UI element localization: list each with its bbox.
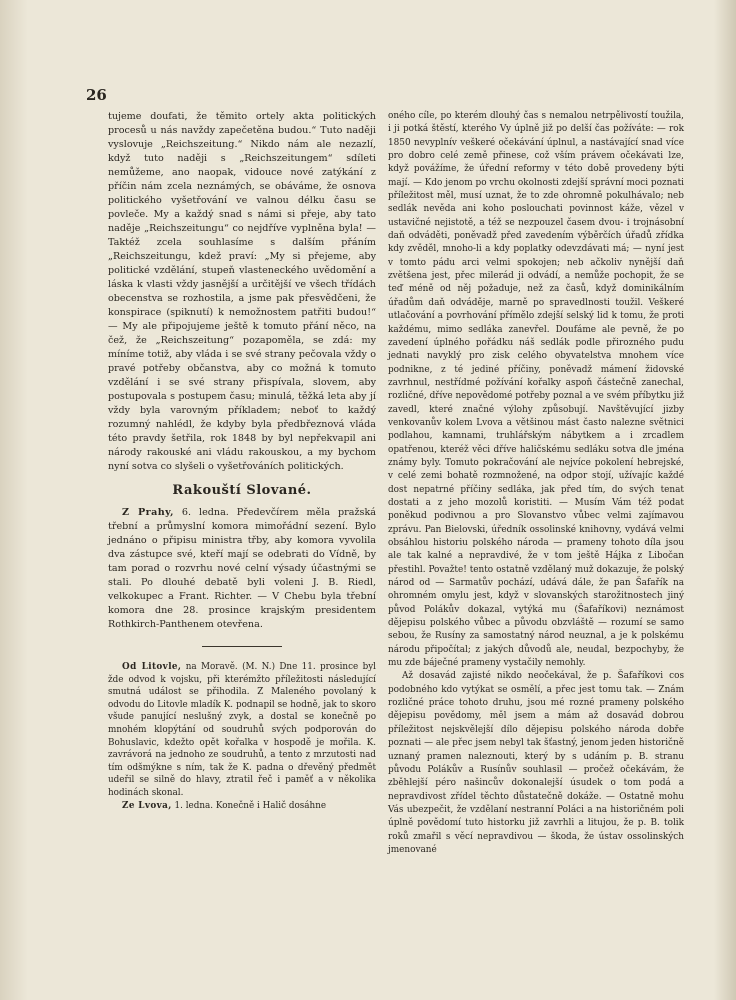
news-item-praha bbox=[108, 506, 376, 632]
page-fold-line bbox=[715, 0, 716, 1000]
left-column bbox=[108, 110, 376, 812]
news-text: na Moravě. (M. N.) Dne 11. prosince byl žde odvod k vojsku, při kterémžto příležitosti následující smutná událost se přihodila. Z Maleného povolaný k odvodu do Litovle mladík K. podnapil se hodně, jak to skoro všude panující neslušný zvyk, a dostal se konečně po mnohém klopýtání od soudruhů svých podporován do Bohuslavic, kdežto opět kořalka v hospodě je mořila. K. zavrávorá na jednoho ze soudruhů, a tento z mrzutosti nad tím odšmýkne s ním, tak že K. padna o dřevěný předmět udeřil se silně do hlavy, ztratil řeč i paměť a v několika hodinách skonal. bbox=[108, 662, 376, 798]
lvov-report-continued: oného cíle, po kterém dlouhý čas s nemalou netrpělivostí toužila, i ji potká štěstí, kterého Vy úplně již po delší čas požíváte: — rok 1850 nevyplnív veškeré očekávání úplnul, a nastávající snad více pro dobro celé země přinese, což vším právem očekávati lze, když povážíme, že úřední reformy v této době provedeny býti mají. — Kdo jenom po vrchu okolnosti zdejší správní moci poznati příležitost měl, musí uznat, že to zde ohromně pokulhávalo; neb sedlák nevěda ani koho poslouchati povinnost káže, vězel v ustavičné nejistotě, a též se nezpouzel časem dvou- i trojnásobní daň odváděti, poněvadž před zavedením výběrčích úřadů zřídka kdy zvěděl, mnoho-li a kdy poplatky odevzdávati má; — nyní jest v tomto pádu arci velmi spokojen; neb ačkoliv nynější daň zvětšena jest, přec milerád ji odvádí, a nemůže pochopit, že se teď méně od něj požaduje, než za časů, když dominikálním úřadům daň odváděje, marně po spravedlnosti toužil. Veškeré utlačování a povrhování přímělo zdejší selský lid k tomu, že proti každému, mimo sedláka zanevřel. Doufáme ale pevně, že po zavedení úplného pořádku náš sedlák podle přirozného pudu jednati navyklý pro zisk celého obyvatelstva mnohem více podnikne, z té jediné příčiny, poněvadž mámení židovské zavrhnul, nestřídmé požívání kořalky aspoň částečně zanechal, rozličné, dříve nepovědomé potřeby poznal a ve svém příbytku již zavedl, které značné výlohy způsobují. Navštěvující jizby venkovanův kolem Lvova a většinou mást často nalezne světnici podlahou, kamnami, truhlářským nábytkem a i zrcadlem opatřenou, kteréž věci dříve haličskému sedláku sotva dle jména známy byly. Tomuto pokračování ale nejvíce pokolení hebrejské, v celé zemi bohatě rozmnožené, na odpor stojí, užívajíc každé dost nepatrné příčiny sedláka, jak před tím, do svých tenat dostati a z jeho mozolů koristiti. — Musím Vám též podat poněkud podivnou a pro Slovanstvo vůbec velmi zajímavou zprávu. Pan Bielovski, úředník ossolinské knihovny, vydává velmi obsáhlou historiu polského národa — prameny tohoto díla jsou ale tak kalné a nepravdivé, že v tom ještě Hájka z Libočan přestihl. Považte! tento ostatně vzdělaný muž dokazuje, že polský národ od — Sarmatův pochází, udává dále, že pan Šafařík na ohromném omylu jest, když v slovanských starožitnostech jiný původ Polákův dokazal, vytýká mu (Šafaříkovi) neznámost dějepisu polského vůbec a původu obzvláště — rozumí se samo sebou, že Rusíny za samostatný národ neuznal, a je k polskému národu připočítal; z jakých důvodů ale, neudal, bezpochyby, že mu zde báječné prameny vystačily nemohly. bbox=[388, 111, 684, 669]
news-item-litovel bbox=[108, 661, 376, 800]
article-continuation: tujeme doufati, že těmito ortely akta politických procesů u nás navždy zapečetěna budou.“ Tuto naději vyslovuje „Reichszeitung.“ Nikdo nám ale nezazlí, když tuto naději s „Reichszeitungem“ sdíleti nemůžeme, ano naopak, vidouce nové zatýkání z příčin nám zcela neznámých, se obáváme, že osnova politického vyšetřování ve valnou délku času se povleče. My a každý snad s námi si přeje, aby tato naděje „Reichszeitungu“ co nejdříve vyplněna byla! — Taktéž zcela souhlasíme s dalším přáním „Reichszeitungu, kdež praví: „My si přejeme, aby politické vzdělání, stupeň vlasteneckého uvědomění a láska k vlasti vždy jasnější a určitější ve všech třídách obecenstva se rozhostila, a jsme pak přesvědčeni, že konspirace (spiknutí) k nemožnostem patřiti budou!“ — My ale připojujeme ještě k tomuto přání něco, na čež, že „Reichszeitung“ pozapoměla, se zdá: my míníme totiž, aby vláda i se své strany pečovala vždy o pravé potřeby občanstva, aby co možná k tomuto vzdělání i se své strany přispívala, slovem, aby postupovala s postupem času; minulá, těžká leta aby jí vždy byla varovným příkladem; neboť to každý rozumný nahlédl, že kdyby byla předbřeznová vláda této pravdy šetřila, rok 1848 by byl nepřekvapil ani národy rakouské ani vládu rakouskou, a my bychom nyní sotva co slyšeli o vyšetřováních politických. bbox=[108, 111, 376, 472]
lvov-report-paragraph: Až dosavád zajisté nikdo neočekával, že p. Šafaříkovi cos podobného kdo vytýkat se osmělí, a přec jest tomu tak. — Znám rozličné práce tohoto druhu, jsou mé rozné prameny polského dějepisu povědomy, měl jsem a mám až dosavád dobrou příležitost nejskvělejší dílo dějepisu polského národa dobře poznati — ale přec jsem nebyl tak šťastný, jenom jeden historičně uznaný pramen naleznouti, který by s udáním p. B. stranu původu Polákův a Rusínův souhlasil — pročež očekávám, že zběhlejší péro našincův dokonalejší úsudek o tom podá a nepravdivost zřídel těchto důstatečně dokáže. — Ostatně mohu Vás ubezpečit, že vzdělaní nestranní Poláci a na historičném poli úplně povědomí tuto historku již zavrhli a litujou, že p. B. tolik roků zmařil s věcí nepravdivou — škoda, že ústav ossolinských jmenované bbox=[388, 671, 684, 855]
dateline-place: Od Litovle, bbox=[122, 662, 182, 672]
news-text: 1. ledna. Konečně i Halič dosáhne bbox=[171, 800, 327, 811]
news-text: 6. ledna. Předevčírem měla pražská třební a průmyslní komora mimořádní sezení. Bylo jednáno o připisu ministra třby, aby komora vyvolila dva zástupce své, kteří mají se odebrati do Vídně, by tam porad o rozvrhu nové celní výsady účastnými se stali. Po dlouhé debatě byli voleni J. B. Riedl, velkokupec a Frant. Richter. — V Chebu byla třební komora dne 28. prosince krajským presidentem Rothkirch-Panthenem otevřena. bbox=[108, 507, 376, 630]
news-item-lvov bbox=[108, 800, 376, 813]
page-number: 26 bbox=[86, 86, 107, 104]
dateline-place: Ze Lvova, bbox=[122, 800, 172, 811]
separator-rule bbox=[202, 646, 282, 647]
section-heading: Rakouští Slované. bbox=[172, 483, 312, 498]
right-column bbox=[388, 110, 684, 857]
dateline-place: Z Prahy, bbox=[122, 507, 174, 518]
